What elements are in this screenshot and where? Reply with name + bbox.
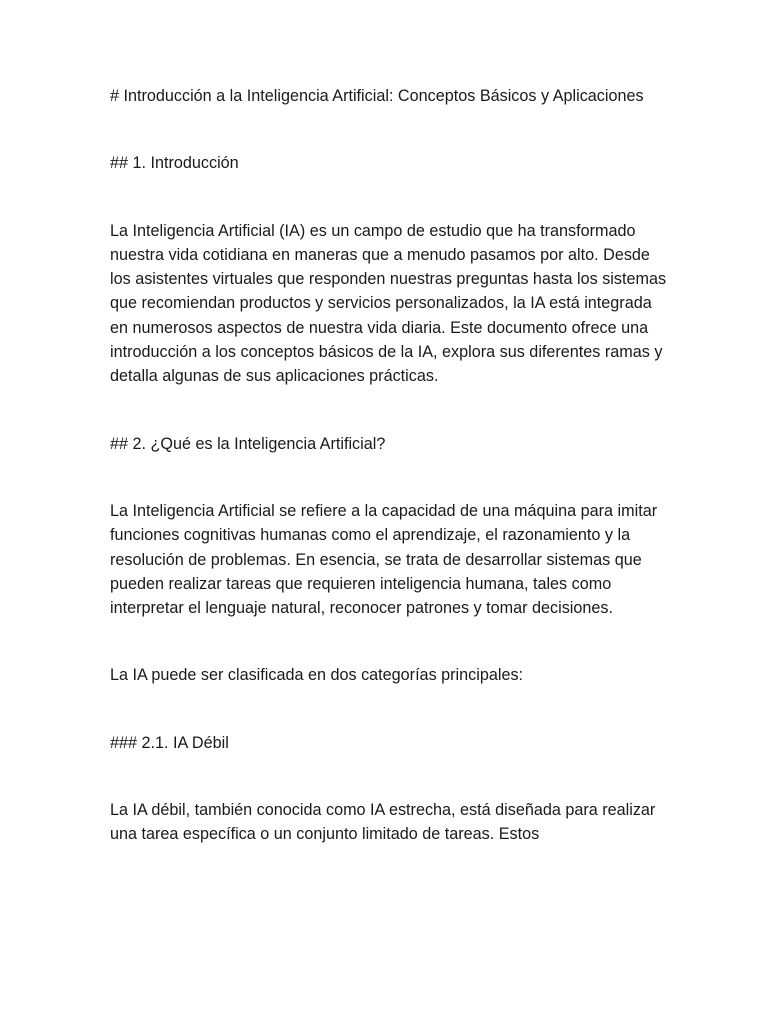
- document-title: # Introducción a la Inteligencia Artificial: Conceptos Básicos y Aplicaciones: [110, 87, 644, 105]
- section-2-1-paragraph: La IA débil, también conocida como IA estrecha, está diseñada para realizar una tarea específica o un conjunto limitado de tareas. Estos: [110, 801, 656, 844]
- section-2-categories-intro: La IA puede ser clasificada en dos categorías principales:: [110, 666, 524, 685]
- document-body: [110, 84, 670, 890]
- section-2-paragraph: La Inteligencia Artificial se refiere a la capacidad de una máquina para imitar funciones cognitivas humanas como el aprendizaje, el razonamiento y la resolución de problemas. En esencia, se trata de desarrollar sistemas que pueden realizar tareas que requieren inteligencia humana, tales como interpretar el lenguaje natural, reconocer patrones y tomar decisiones.: [110, 501, 658, 618]
- section-2-heading: ## 2. ¿Qué es la Inteligencia Artificial?: [110, 434, 386, 453]
- section-1-paragraph: La Inteligencia Artificial (IA) es un campo de estudio que ha transformado nuestra vida cotidiana en maneras que a menudo pasamos por alto. Desde los asistentes virtuales que responden nuestras preguntas hasta los sistemas que recomiendan productos y servicios personalizados, la IA está integrada en numerosos aspectos de nuestra vida diaria. Este documento ofrece una introducción a los conceptos básicos de la IA, explora sus diferentes ramas y detalla algunas de sus aplicaciones prácticas.: [110, 221, 667, 386]
- section-2-1-heading: ### 2.1. IA Débil: [110, 733, 229, 752]
- section-1-heading: ## 1. Introducción: [110, 154, 239, 173]
